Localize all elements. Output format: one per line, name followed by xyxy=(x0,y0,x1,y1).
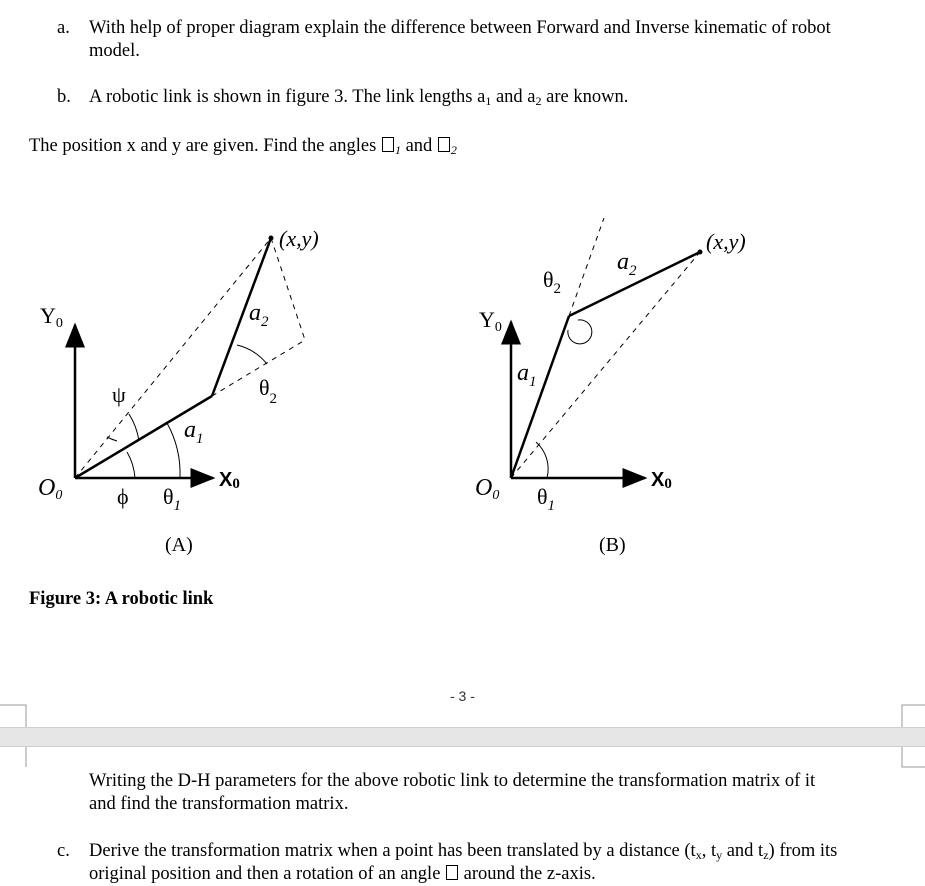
question-a-marker: a. xyxy=(57,18,70,38)
diagram-b-origin-label xyxy=(475,475,499,503)
diagram-a-arc-theta2 xyxy=(237,345,267,364)
question-c-sub-x: x xyxy=(695,848,702,862)
diagram-b-a1-sub: 1 xyxy=(529,374,537,390)
diagram-a-arc-phi xyxy=(127,452,135,478)
diagram-b-theta2-sub: 2 xyxy=(553,281,562,297)
diagram-b-y-axis-label xyxy=(479,307,502,335)
diagram-a-arc-psi-2 xyxy=(129,414,139,441)
question-c-sub-z: z xyxy=(763,848,769,862)
question-b-sub2: 2 xyxy=(535,94,542,108)
diagram-b-y-sub: 0 xyxy=(494,320,502,335)
question-b-text-pre: A robotic link is shown in figure 3. The link lengths a xyxy=(89,87,486,107)
diagram-b-x-sub: 0 xyxy=(664,476,672,492)
diagram-a-a1-label xyxy=(184,417,204,447)
diagram-b-end-point xyxy=(698,250,703,255)
position-sub2: 2 xyxy=(450,143,457,157)
diagram-a-dashed-hypotenuse xyxy=(75,238,271,478)
question-b-sub1: 1 xyxy=(485,94,492,108)
question-c-marker: c. xyxy=(57,841,70,861)
diagram-a-caption-label: (A) xyxy=(165,534,193,556)
diagram-b-point-label: (x,y) xyxy=(706,229,746,254)
diagram-a-a2-label xyxy=(249,300,269,330)
diagram-b-origin: O xyxy=(475,475,493,501)
question-c-line1-pre: Derive the transformation matrix when a point has been translated by a distance (t xyxy=(89,841,696,861)
diagram-a-origin-sub: 0 xyxy=(55,488,63,503)
diagram-a-psi-label: ψ xyxy=(112,382,126,407)
diagram-a-theta2-sub: 2 xyxy=(269,391,278,407)
diagram-b-x-axis-label xyxy=(651,469,672,492)
question-a-line2: model. xyxy=(89,41,140,61)
diagram-b-a2-label xyxy=(617,249,637,279)
diagram-a-y-label: Y xyxy=(40,303,56,328)
diagram-a-a2: a xyxy=(249,300,261,326)
diagram-a-theta1: θ xyxy=(163,484,174,509)
question-b-marker: b. xyxy=(57,87,71,107)
diagram-b-a2: a xyxy=(617,249,629,275)
question-c-sub-y: y xyxy=(716,848,723,862)
diagram-b-theta2-label xyxy=(543,267,561,297)
position-line-pre: The position x and y are given. Find the angles xyxy=(29,136,381,156)
diagram-a-x-label: X xyxy=(219,469,233,491)
diagram-b-a1: a xyxy=(517,360,529,386)
position-sub1: 1 xyxy=(394,143,401,157)
diagram-b-theta1-sub: 1 xyxy=(547,498,556,514)
diagram-a-a2-sub: 2 xyxy=(261,314,269,330)
diagram-b-a2-sub: 2 xyxy=(629,263,637,279)
corner-mark-bottom-right xyxy=(902,747,925,767)
diagram-a-point-label: (x,y) xyxy=(279,226,319,251)
diagram-b xyxy=(511,218,703,478)
diagram-b-origin-sub: 0 xyxy=(492,488,500,503)
question-a-line1: With help of proper diagram explain the difference between Forward and Inverse kinematic of robot xyxy=(89,18,831,38)
diagram-a-end-point xyxy=(269,236,274,241)
diagram-b-link-2 xyxy=(569,252,700,316)
missing-glyph-box xyxy=(446,865,458,880)
diagram-b-theta2: θ xyxy=(543,267,554,292)
diagram-a-theta2-label xyxy=(259,375,277,407)
question-c-line1-mid2: and t xyxy=(722,841,764,861)
diagram-a-x-axis-label xyxy=(219,469,240,492)
position-line-mid: and xyxy=(400,136,437,156)
diagram-a-arc-theta1 xyxy=(167,423,180,478)
diagram-a-theta2: θ xyxy=(259,375,270,400)
diagram-a-x-sub: 0 xyxy=(232,476,240,492)
diagram-b-link-1 xyxy=(511,316,569,478)
diagram-a-arc-psi xyxy=(107,437,117,441)
question-c-line1-mid1: , t xyxy=(701,841,717,861)
figure-caption: Figure 3: A robotic link xyxy=(29,589,214,609)
diagram-b-dashed-hypotenuse xyxy=(511,252,700,478)
question-c-line2-post: around the z-axis. xyxy=(459,864,596,884)
question-c-line2-pre: original position and then a rotation of an angle xyxy=(89,864,446,884)
question-b-text-post: are known. xyxy=(541,87,629,107)
diagram-b-arc-theta2 xyxy=(568,320,592,344)
diagram-b-theta1: θ xyxy=(537,484,548,509)
corner-mark-top-left xyxy=(0,705,26,727)
diagram-b-a1-label xyxy=(517,360,537,390)
diagram-a-a1: a xyxy=(184,417,196,443)
diagram-b-theta1-label xyxy=(537,484,555,514)
diagram-a-origin-label xyxy=(38,475,62,503)
diagram-b-y-label: Y xyxy=(479,307,495,332)
page-number: - 3 - xyxy=(450,688,475,704)
dh-text-line1: Writing the D-H parameters for the above robotic link to determine the transformation matrix of it xyxy=(89,771,816,791)
diagram-a-phi-label: ϕ xyxy=(117,484,129,509)
diagram-a-theta1-label xyxy=(163,484,181,514)
dh-text-line2: and find the transformation matrix. xyxy=(89,794,349,814)
diagram-a-theta1-sub: 1 xyxy=(173,498,182,514)
question-c-line1-post: ) from its xyxy=(768,841,838,861)
diagram-b-x-label: X xyxy=(651,469,665,491)
diagram-a-origin: O xyxy=(38,475,56,501)
diagram-a-y-axis-label xyxy=(40,303,63,331)
page-break-gap xyxy=(0,727,925,747)
corner-mark-top-right xyxy=(902,705,925,727)
question-b-text-mid: and a xyxy=(491,87,536,107)
diagram-a-y-sub: 0 xyxy=(55,316,63,331)
diagram-b-arc-theta1 xyxy=(536,442,548,478)
diagram-a-dashed-upper xyxy=(271,238,305,340)
diagram-a-a1-sub: 1 xyxy=(196,431,204,447)
diagram-b-caption-label: (B) xyxy=(599,534,626,556)
